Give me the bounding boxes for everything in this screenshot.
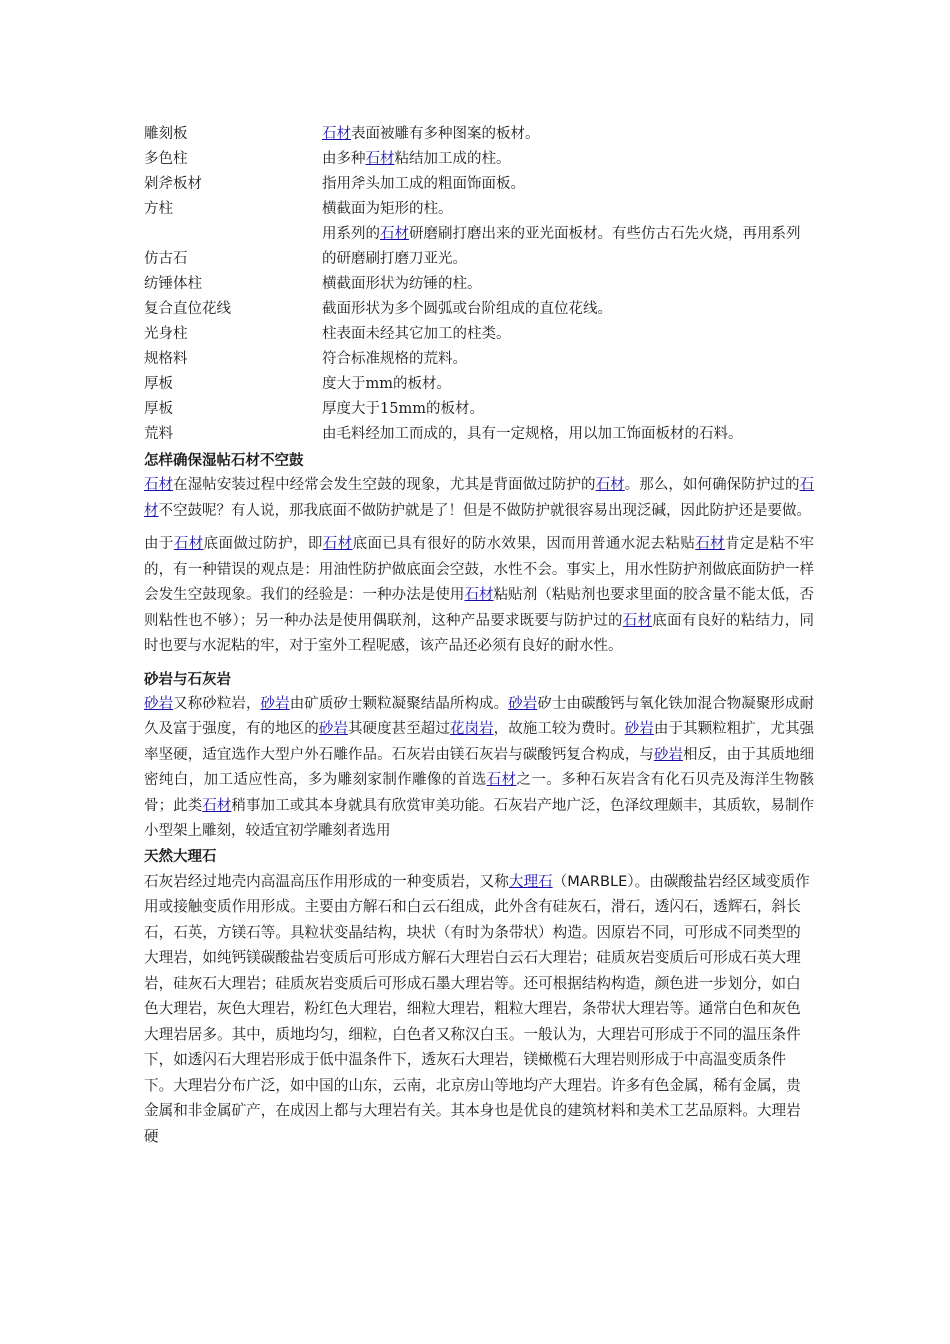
keyword-link[interactable]: 大理石 — [508, 872, 553, 890]
term-definition: 度大于mm的板材。 — [322, 376, 451, 392]
section-marble-paragraph: 石灰岩经过地壳内高温高压作用形成的一种变质岩，又称大理石（MARBLE）。由碳酸盐岩经区域变质作用或接触变质作用形成。主要由方解石和白云石组成，此外含有硅灰石，滑石，透闪石，透辉石，斜长石，石英，方镁石等。具粒状变晶结构，块状（有时为条带状）构造。因原岩不同，可形成不同类型的大理岩，如纯钙镁碳酸盐岩变质后可形成方解石大理岩白云石大理岩；硅质灰岩变质后可形成石英大理岩，硅灰石大理岩；硅质灰岩变质后可形成石墨大理岩等。还可根据结构构造，颜色进一步划分，如白色大理岩，灰色大理岩，粉红色大理岩，细粒大理岩，粗粒大理岩，条带状大理岩等。通常白色和灰色大理岩居多。其中，质地均匀，细粒，白色者又称汉白玉。一般认为，大理岩可形成于不同的温压条件下，如透闪石大理岩形成于低中温条件下，透灰石大理岩，镁橄榄石大理岩则形成于中高温变质条件下。大理岩分布广泛，如中国的山东，云南，北京房山等地均产大理岩。许多有色金属，稀有金属，贵金属和非金属矿产，在成因上都与大理岩有关。其本身也是优良的建筑材料和美术工艺品原料。大理岩硬 — [144, 872, 810, 1145]
keyword-link[interactable]: 石材 — [595, 477, 625, 493]
term-definition: 用系列的石材研磨刷打磨出来的亚光面板材。有些仿古石先火烧，再用系列的研磨刷打磨刀亚光。 — [322, 226, 801, 267]
keyword-link[interactable]: 石材 — [144, 477, 815, 519]
section-wet-stone-paragraph-2: 由于石材底面做过防护，即石材底面已具有很好的防水效果，因而用普通水泥去粘贴石材肯定是粘不牢的，有一种错误的观点是：用油性防护做底面会空鼓，水性不会。事实上，用水性防护剂做底面防护一样会发生空鼓现象。我们的经验是：一种办法是使用石材粘贴剂（粘贴剂也要求里面的胶含量不能太低，否则粘性也不够）；另一种办法是使用偶联剂，这种产品要求既要与防护过的石材底面有良好的粘结力，同时也要与水泥粘的牢，对于室外工程呢感，该产品还必须有良好的耐水性。 — [144, 536, 815, 654]
term-definition: 指用斧头加工成的粗面饰面板。 — [322, 176, 525, 192]
section-heading-wet-stone: 怎样确保湿帖石材不空鼓 — [144, 453, 304, 469]
keyword-link[interactable]: 石材 — [695, 536, 726, 552]
term-name: 厚板 — [144, 401, 173, 417]
document-page — [144, 122, 814, 1149]
keyword-link[interactable]: 砂岩 — [508, 695, 538, 712]
term-row — [144, 397, 814, 422]
term-name: 规格料 — [144, 351, 188, 367]
term-row — [144, 197, 814, 222]
keyword-link[interactable]: 石材 — [464, 587, 494, 603]
term-name: 纺锤体柱 — [144, 276, 202, 292]
keyword-link[interactable]: 石材 — [380, 226, 409, 242]
section-sandstone-paragraph: 砂岩又称砂粒岩，砂岩由矿质矽士颗粒凝聚结晶所构成。砂岩矽士由碳酸钙与氧化铁加混合物凝聚形成耐久及富于强度，有的地区的砂岩其硬度甚至超过花岗岩，故施工较为费时。砂岩由于其颗粒粗扩，尤其强率坚硬，适宜选作大型户外石雕作品。石灰岩由镁石灰岩与碳酸钙复合构成，与砂岩相反，由于其质地细密纯白，加工适应性高，多为雕刻家制作雕像的首选石材之一。多种石灰岩含有化石贝壳及海洋生物骸骨；此类石材稍事加工或其本身就具有欣赏审美功能。石灰岩产地广泛，色泽纹理颇丰，其质软，易制作小型架上雕刻，较适宜初学雕刻者选用 — [144, 695, 815, 839]
term-definition: 符合标准规格的荒料。 — [322, 351, 467, 367]
section-heading-sandstone: 砂岩与石灰岩 — [144, 671, 231, 688]
keyword-link[interactable]: 石材 — [622, 612, 653, 629]
section-heading-marble: 天然大理石 — [144, 848, 217, 865]
term-row — [144, 372, 814, 397]
keyword-link[interactable]: 石材 — [322, 126, 351, 142]
term-definition: 横截面形状为纺锤的柱。 — [322, 276, 482, 292]
term-row — [144, 272, 814, 297]
keyword-link[interactable]: 砂岩 — [624, 721, 654, 737]
term-definition: 石材表面被雕有多种图案的板材。 — [322, 126, 540, 142]
term-row — [144, 172, 814, 197]
term-name: 仿古石 — [144, 251, 188, 267]
term-row — [144, 322, 814, 347]
keyword-link[interactable]: 石材 — [144, 477, 174, 493]
term-row — [144, 222, 814, 272]
term-definition: 柱表面未经其它加工的柱类。 — [322, 326, 511, 342]
term-name: 厚板 — [144, 376, 173, 392]
keyword-link[interactable]: 砂岩 — [318, 721, 348, 737]
term-definition: 横截面为矩形的柱。 — [322, 201, 453, 217]
term-row — [144, 122, 814, 147]
term-definition: 截面形状为多个圆弧或台阶组成的直位花线。 — [322, 301, 612, 317]
term-definition: 厚度大于15mm的板材。 — [322, 401, 484, 417]
term-row — [144, 347, 814, 372]
term-name: 多色柱 — [144, 151, 188, 167]
keyword-link[interactable]: 石材 — [365, 151, 395, 167]
term-definition: 由毛料经加工而成的，具有一定规格，用以加工饰面板材的石料。 — [322, 426, 743, 442]
keyword-link[interactable]: 砂岩 — [653, 746, 683, 763]
term-row — [144, 147, 814, 172]
term-definition: 由多种石材粘结加工成的柱。 — [322, 151, 511, 167]
keyword-link[interactable]: 花岗岩 — [449, 721, 494, 737]
terms-table-body — [144, 122, 814, 447]
keyword-link[interactable]: 石材 — [322, 536, 353, 552]
keyword-link[interactable]: 石材 — [202, 797, 232, 814]
keyword-link[interactable]: 石材 — [486, 772, 517, 788]
terms-table — [144, 122, 814, 447]
keyword-link[interactable]: 砂岩 — [144, 695, 174, 712]
term-row — [144, 297, 814, 322]
term-name: 雕刻板 — [144, 126, 188, 142]
term-row — [144, 422, 814, 447]
section-wet-stone-paragraph-1: 石材在湿帖安装过程中经常会发生空鼓的现象，尤其是背面做过防护的石材。那么，如何确保防护过的石材不空鼓呢？有人说，那我底面不做防护就是了！但是不做防护就很容易出现泛碱，因此防护还是要做。 — [144, 477, 815, 519]
keyword-link[interactable]: 砂岩 — [260, 695, 290, 712]
term-name: 复合直位花线 — [144, 301, 231, 317]
keyword-link[interactable]: 石材 — [173, 536, 204, 552]
term-name: 方柱 — [144, 201, 173, 217]
term-name: 光身柱 — [144, 326, 188, 342]
term-name: 荒料 — [144, 426, 173, 442]
term-name: 剁斧板材 — [144, 176, 202, 192]
